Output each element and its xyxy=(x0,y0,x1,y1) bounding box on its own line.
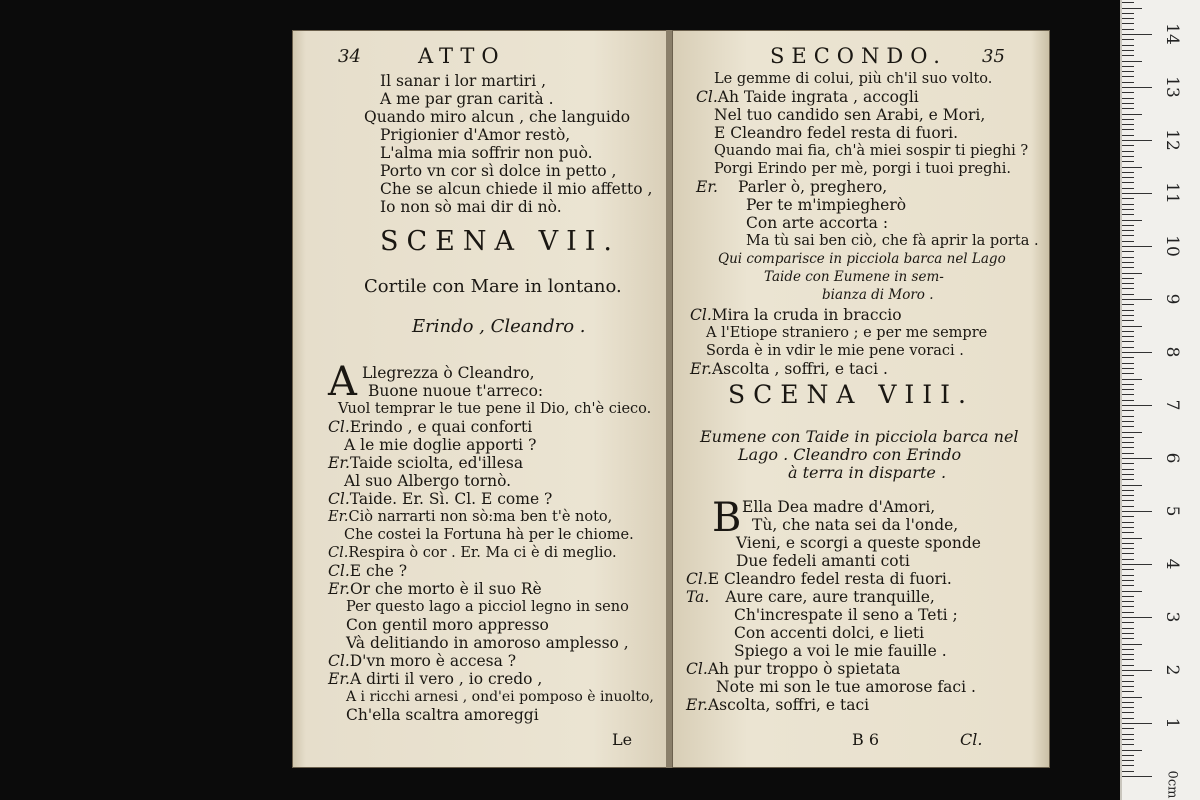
ruler-number: 1 xyxy=(1162,717,1182,729)
ruler-tick xyxy=(1122,538,1142,539)
ruler-tick xyxy=(1122,596,1134,597)
ruler-tick xyxy=(1122,750,1142,751)
ruler-tick xyxy=(1122,628,1134,629)
ruler-tick xyxy=(1122,304,1134,305)
catchword: Le xyxy=(612,730,633,749)
ruler-tick xyxy=(1122,532,1134,533)
dialogue-line: Er.Ascolta, soffri, e taci xyxy=(686,696,870,714)
stage-direction: bianza di Moro . xyxy=(822,287,934,303)
ruler-tick xyxy=(1122,559,1134,560)
ruler-tick xyxy=(1122,516,1134,517)
right-page xyxy=(672,30,1050,768)
ruler-tick xyxy=(1122,606,1134,607)
ruler-tick xyxy=(1122,744,1134,745)
ruler-tick xyxy=(1122,92,1134,93)
ruler-tick xyxy=(1122,495,1134,496)
ruler-tick xyxy=(1122,543,1134,544)
ruler-tick xyxy=(1122,776,1152,777)
dialogue-line: Cl.D'vn moro è accesa ? xyxy=(328,652,517,670)
ruler-tick xyxy=(1122,575,1134,576)
ruler-tick xyxy=(1122,61,1142,62)
ruler-tick xyxy=(1122,119,1134,120)
dialogue-line: Al suo Albergo tornò. xyxy=(344,472,512,490)
ruler-tick xyxy=(1122,198,1134,199)
ruler-tick xyxy=(1122,548,1134,549)
ruler-tick xyxy=(1122,87,1152,88)
ruler-tick xyxy=(1122,755,1134,756)
ruler-tick xyxy=(1122,426,1134,427)
ruler-tick xyxy=(1122,50,1134,51)
verse-line: Con arte accorta : xyxy=(746,214,889,232)
ruler-tick xyxy=(1122,214,1134,215)
dialogue-line: Cl.E Cleandro fedel resta di fuori. xyxy=(686,570,952,588)
ruler-tick xyxy=(1122,458,1152,459)
ruler-tick xyxy=(1122,437,1134,438)
ruler-tick xyxy=(1122,617,1152,618)
ruler-tick xyxy=(1122,2,1134,3)
ruler-tick xyxy=(1122,368,1134,369)
ruler-number: 10 xyxy=(1162,235,1182,257)
ruler-number: 8 xyxy=(1162,346,1182,358)
ruler-number: 3 xyxy=(1162,611,1182,623)
ruler-tick xyxy=(1122,241,1134,242)
ruler-tick xyxy=(1122,352,1152,353)
verse-line: Nel tuo candido sen Arabi, e Mori, xyxy=(714,106,986,124)
verse-line: L'alma mia soffrir non può. xyxy=(380,144,593,162)
ruler-tick xyxy=(1122,527,1134,528)
dialogue-line: Er.Or che morto è il suo Rè xyxy=(328,580,542,598)
ruler-tick xyxy=(1122,257,1134,258)
ruler-number: 11 xyxy=(1162,182,1182,204)
scene-setting: Cortile con Mare in lontano. xyxy=(364,276,622,297)
dialogue-line: Vieni, e scorgi a queste sponde xyxy=(736,534,981,552)
dialogue-line: Vuol temprar le tue pene il Dio, ch'è cieco. xyxy=(338,401,652,417)
verse-line: A me par gran carità . xyxy=(380,90,554,108)
ruler-tick xyxy=(1122,649,1134,650)
ruler-tick xyxy=(1122,193,1152,194)
ruler-tick xyxy=(1122,188,1134,189)
verse-line: Er.Ascolta , soffri, e taci . xyxy=(690,360,888,378)
ruler-tick xyxy=(1122,569,1134,570)
ruler-tick xyxy=(1122,601,1134,602)
drop-cap: A xyxy=(328,359,357,405)
verse-line: Sorda è in vdir le mie pene voraci . xyxy=(706,343,964,359)
ruler-tick xyxy=(1122,294,1134,295)
ruler-tick xyxy=(1122,442,1134,443)
ruler-tick xyxy=(1122,129,1134,130)
ruler-tick xyxy=(1122,310,1134,311)
ruler-tick xyxy=(1122,246,1152,247)
ruler-tick xyxy=(1122,177,1134,178)
verse-line: Porto vn cor sì dolce in petto , xyxy=(380,162,617,180)
drop-cap: B xyxy=(712,495,742,541)
ruler-tick xyxy=(1122,156,1134,157)
dialogue-line: Er.Taide sciolta, ed'illesa xyxy=(328,454,524,472)
ruler-tick xyxy=(1122,267,1134,268)
ruler-tick xyxy=(1122,691,1134,692)
dialogue-line: Per questo lago a picciol legno in seno xyxy=(346,599,629,615)
ruler-tick xyxy=(1122,675,1134,676)
ruler-tick xyxy=(1122,485,1142,486)
ruler-number: 13 xyxy=(1162,76,1182,98)
dialogue-line: A le mie doglie apporti ? xyxy=(344,436,537,454)
dialogue-line: Due fedeli amanti coti xyxy=(736,552,910,570)
verse-line: Il sanar i lor martiri , xyxy=(380,72,547,90)
measuring-ruler xyxy=(1120,0,1200,800)
ruler-tick xyxy=(1122,331,1134,332)
ruler-tick xyxy=(1122,151,1134,152)
ruler-tick xyxy=(1122,728,1134,729)
verse-line: Cl.Ah Taide ingrata , accogli xyxy=(696,88,919,106)
ruler-tick xyxy=(1122,511,1152,512)
ruler-tick xyxy=(1122,681,1134,682)
dialogue-line: Ta. Aure care, aure tranquille, xyxy=(686,588,935,606)
scene-title: SCENA VII. xyxy=(380,226,620,257)
ruler-tick xyxy=(1122,702,1134,703)
ruler-tick xyxy=(1122,45,1134,46)
ruler-tick xyxy=(1122,29,1134,30)
dialogue-line: Cl.Ah pur troppo ò spietata xyxy=(686,660,901,678)
ruler-tick xyxy=(1122,506,1134,507)
ruler-tick xyxy=(1122,145,1134,146)
ruler-tick xyxy=(1122,564,1152,565)
ruler-tick xyxy=(1122,363,1134,364)
ruler-tick xyxy=(1122,585,1134,586)
ruler-tick xyxy=(1122,13,1134,14)
ruler-tick xyxy=(1122,416,1134,417)
ruler-tick xyxy=(1122,389,1134,390)
stage-direction: Taide con Eumene in sem- xyxy=(764,269,944,285)
ruler-tick xyxy=(1122,230,1134,231)
ruler-tick xyxy=(1122,373,1134,374)
ruler-tick xyxy=(1122,760,1134,761)
verse-line: Ma tù sai ben ciò, che fà aprir la porta . xyxy=(746,233,1039,249)
ruler-number: 9 xyxy=(1162,293,1182,305)
ruler-tick xyxy=(1122,612,1134,613)
ruler-tick xyxy=(1122,379,1142,380)
verse-line: A l'Etiope straniero ; e per me sempre xyxy=(706,325,988,341)
ruler-tick xyxy=(1122,39,1134,40)
scene-setting: Eumene con Taide in picciola barca nel xyxy=(700,427,1019,446)
ruler-tick xyxy=(1122,654,1134,655)
ruler-tick xyxy=(1122,686,1134,687)
ruler-tick xyxy=(1122,204,1134,205)
ruler-tick xyxy=(1122,421,1134,422)
dialogue-line: Buone nuoue t'arreco: xyxy=(368,382,544,400)
ruler-number: 2 xyxy=(1162,664,1182,676)
ruler-number: 7 xyxy=(1162,399,1182,411)
ruler-tick xyxy=(1122,315,1134,316)
dialogue-line: Ch'ella scaltra amoreggi xyxy=(346,706,539,724)
dialogue-line: Con accenti dolci, e lieti xyxy=(734,624,925,642)
verse-line: Er. Parler ò, preghero, xyxy=(696,178,888,196)
ruler-tick xyxy=(1122,410,1134,411)
ruler-tick xyxy=(1122,734,1134,735)
ruler-tick xyxy=(1122,55,1134,56)
dialogue-line: Che costei la Fortuna hà per le chiome. xyxy=(344,527,634,543)
ruler-number: 4 xyxy=(1162,558,1182,570)
dialogue-line: Spiego a voi le mie fauille . xyxy=(734,642,947,660)
dialogue-line: Llegrezza ò Cleandro, xyxy=(362,364,535,382)
verse-line: Porgi Erindo per mè, porgi i tuoi preghi. xyxy=(714,161,1011,177)
verse-line: Quando mai fia, ch'à miei sospir ti pieghi ? xyxy=(714,143,1029,159)
ruler-tick xyxy=(1122,765,1134,766)
ruler-number: 5 xyxy=(1162,505,1182,517)
ruler-tick xyxy=(1122,771,1134,772)
verse-line: Io non sò mai dir di nò. xyxy=(380,198,562,216)
ruler-tick xyxy=(1122,288,1134,289)
ruler-tick xyxy=(1122,273,1142,274)
ruler-tick xyxy=(1122,76,1134,77)
ruler-tick xyxy=(1122,591,1142,592)
ruler-tick xyxy=(1122,262,1134,263)
dialogue-line: A i ricchi arnesi , ond'ei pomposo è inuolto, xyxy=(346,689,654,705)
ruler-tick xyxy=(1122,453,1134,454)
dialogue-line: Ella Dea madre d'Amori, xyxy=(742,498,936,516)
dialogue-line: Ch'increspate il seno a Teti ; xyxy=(734,606,958,624)
ruler-tick xyxy=(1122,697,1142,698)
ruler-tick xyxy=(1122,18,1134,19)
ruler-tick xyxy=(1122,66,1134,67)
ruler-unit: 0cm xyxy=(1164,770,1180,799)
stage-direction: Qui comparisce in picciola barca nel Lago xyxy=(718,251,1006,267)
dialogue-line: Con gentil moro appresso xyxy=(346,616,549,634)
ruler-tick xyxy=(1122,283,1134,284)
ruler-tick xyxy=(1122,167,1142,168)
verse-line: E Cleandro fedel resta di fuori. xyxy=(714,124,959,142)
ruler-tick xyxy=(1122,108,1134,109)
ruler-number: 14 xyxy=(1162,23,1182,45)
ruler-tick xyxy=(1122,500,1134,501)
ruler-tick xyxy=(1122,209,1134,210)
verse-line: Per te m'impiegherò xyxy=(746,196,907,214)
dialogue-line: Er.A dirti il vero , io credo , xyxy=(328,670,543,688)
dialogue-line: Tù, che nata sei da l'onde, xyxy=(752,516,959,534)
ruler-tick xyxy=(1122,622,1134,623)
page-number: 34 xyxy=(338,46,361,67)
ruler-tick xyxy=(1122,114,1142,115)
ruler-tick xyxy=(1122,394,1134,395)
scene-title: SCENA VIII. xyxy=(728,380,975,409)
ruler-tick xyxy=(1122,553,1134,554)
ruler-tick xyxy=(1122,707,1134,708)
ruler-tick xyxy=(1122,447,1134,448)
ruler-tick xyxy=(1122,299,1152,300)
ruler-tick xyxy=(1122,665,1134,666)
ruler-tick xyxy=(1122,34,1152,35)
ruler-tick xyxy=(1122,469,1134,470)
ruler-tick xyxy=(1122,718,1134,719)
left-page xyxy=(292,30,668,768)
page-number: 35 xyxy=(982,46,1005,67)
ruler-tick xyxy=(1122,739,1134,740)
verse-line: Quando miro alcun , che languido xyxy=(364,108,631,126)
ruler-tick xyxy=(1122,474,1134,475)
ruler-tick xyxy=(1122,98,1134,99)
ruler-tick xyxy=(1122,103,1134,104)
scene-setting: Lago . Cleandro con Erindo xyxy=(738,445,962,464)
scene-setting: à terra in disparte . xyxy=(788,463,947,482)
dialogue-line: Cl.E che ? xyxy=(328,562,408,580)
ruler-tick xyxy=(1122,463,1134,464)
ruler-tick xyxy=(1122,82,1134,83)
ruler-tick xyxy=(1122,400,1134,401)
verse-line: Le gemme di colui, più ch'il suo volto. xyxy=(714,71,993,87)
ruler-tick xyxy=(1122,432,1142,433)
ruler-tick xyxy=(1122,405,1152,406)
ruler-tick xyxy=(1122,659,1134,660)
ruler-tick xyxy=(1122,712,1134,713)
ruler-tick xyxy=(1122,357,1134,358)
open-book xyxy=(292,30,1052,772)
ruler-tick xyxy=(1122,71,1134,72)
dialogue-line: Cl.Erindo , e quai conforti xyxy=(328,418,533,436)
ruler-tick xyxy=(1122,235,1134,236)
ruler-tick xyxy=(1122,220,1142,221)
ruler-tick xyxy=(1122,182,1134,183)
ruler-tick xyxy=(1122,278,1134,279)
verse-line: Cl.Mira la cruda in braccio xyxy=(690,306,902,324)
ruler-tick xyxy=(1122,225,1134,226)
ruler-tick xyxy=(1122,8,1142,9)
ruler-tick xyxy=(1122,140,1152,141)
verse-line: Prigionier d'Amor restò, xyxy=(380,126,571,144)
ruler-tick xyxy=(1122,347,1134,348)
ruler-tick xyxy=(1122,23,1134,24)
ruler-tick xyxy=(1122,580,1134,581)
ruler-tick xyxy=(1122,135,1134,136)
ruler-tick xyxy=(1122,251,1134,252)
ruler-tick xyxy=(1122,522,1134,523)
catchword: Cl. xyxy=(960,730,983,749)
dialogue-line: Cl.Taide. Er. Sì. Cl. E come ? xyxy=(328,490,553,508)
ruler-tick xyxy=(1122,384,1134,385)
ruler-number: 12 xyxy=(1162,129,1182,151)
dialogue-line: Và delitiando in amoroso amplesso , xyxy=(346,634,629,652)
dialogue-line: Cl.Respira ò cor . Er. Ma ci è di meglio. xyxy=(328,545,617,561)
dialogue-line: Er.Ciò narrarti non sò:ma ben t'è noto, xyxy=(328,509,613,525)
ruler-tick xyxy=(1122,670,1152,671)
ruler-tick xyxy=(1122,124,1134,125)
ruler-tick xyxy=(1122,341,1134,342)
ruler-tick xyxy=(1122,633,1134,634)
ruler-tick xyxy=(1122,320,1134,321)
scene-characters: Erindo , Cleandro . xyxy=(412,316,586,337)
ruler-number: 6 xyxy=(1162,452,1182,464)
ruler-tick xyxy=(1122,638,1134,639)
ruler-tick xyxy=(1122,161,1134,162)
verse-line: Che se alcun chiede il mio affetto , xyxy=(380,180,653,198)
ruler-tick xyxy=(1122,336,1134,337)
signature-mark: B 6 xyxy=(852,730,880,749)
ruler-tick xyxy=(1122,490,1134,491)
ruler-tick xyxy=(1122,644,1142,645)
ruler-tick xyxy=(1122,479,1134,480)
ruler-tick xyxy=(1122,326,1142,327)
dialogue-line: Note mi son le tue amorose faci . xyxy=(716,678,976,696)
running-head: ATTO xyxy=(418,44,506,68)
ruler-tick xyxy=(1122,723,1152,724)
ruler-tick xyxy=(1122,172,1134,173)
running-head: SECONDO. xyxy=(770,44,947,68)
